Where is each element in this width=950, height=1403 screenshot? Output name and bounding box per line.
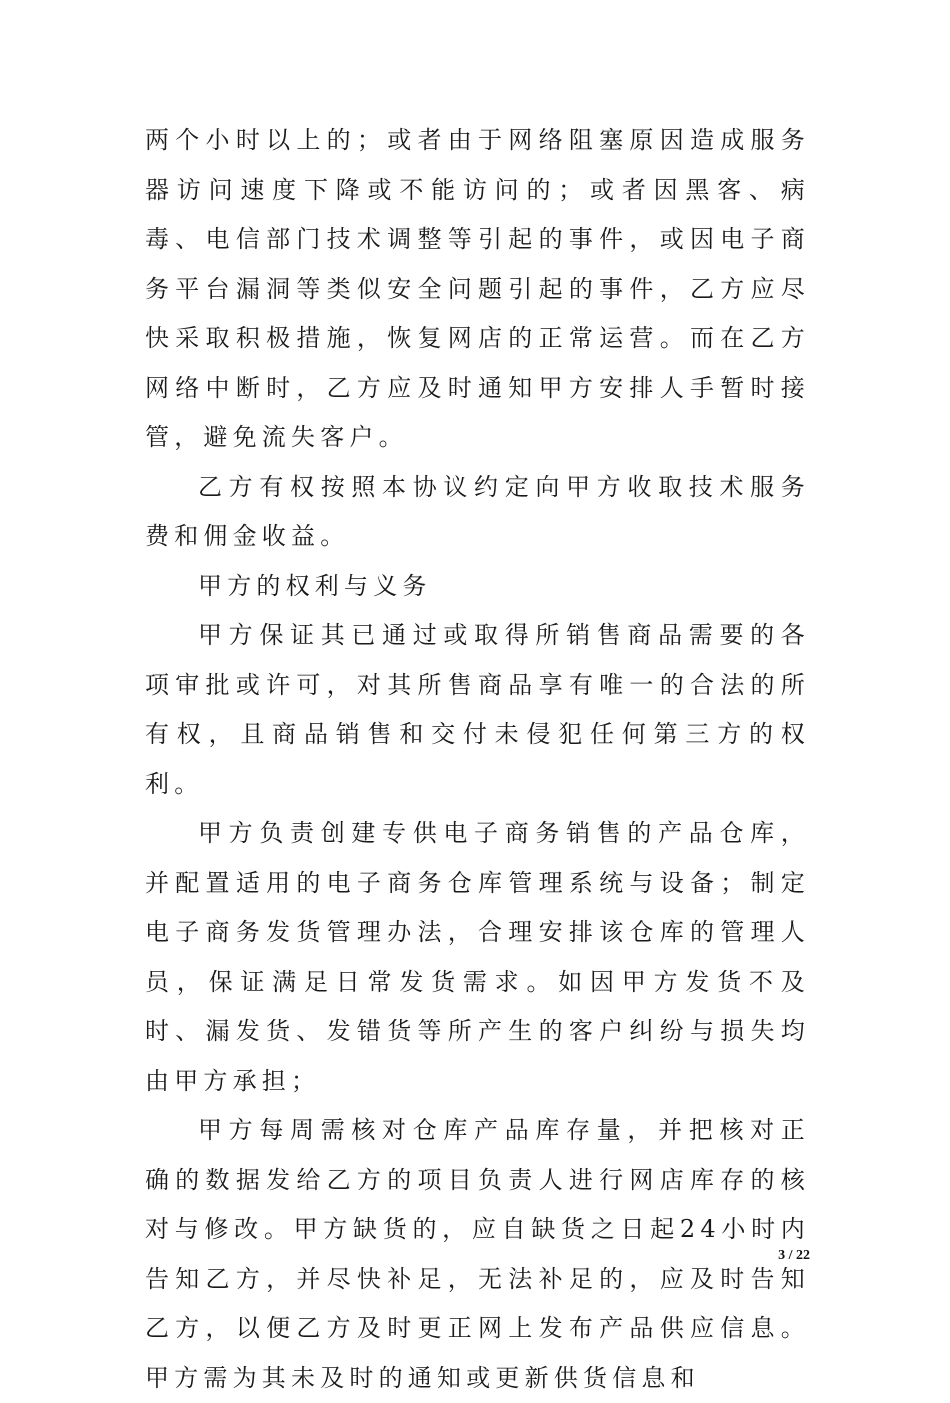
- paragraph-approval: 甲方保证其已通过或取得所销售商品需要的各项审批或许可，对其所售商品享有唯一的合法的所有权，且商品销售和交付未侵犯任何第三方的权利。: [145, 621, 810, 798]
- section-heading: 甲方的权利与义务: [198, 571, 432, 600]
- paragraph-warehouse: 甲方负责创建专供电子商务销售的产品仓库，并配置适用的电子商务仓库管理系统与设备；制定电子商务发货管理办法，合理安排该仓库的管理人员，保证满足日常发货需求。如因甲方发货不及时、漏发货、发错货等所产生的客户纠纷与损失均由甲方承担；: [145, 819, 810, 1095]
- paragraph-continuation: 两个小时以上的；或者由于网络阻塞原因造成服务器访问速度下降或不能访问的；或者因黑客、病毒、电信部门技术调整等引起的事件，或因电子商务平台漏洞等类似安全问题引起的事件，乙方应尽快采取积极措施，恢复网店的正常运营。而在乙方网络中断时，乙方应及时通知甲方安排人手暂时接管，避免流失客户。: [145, 126, 810, 451]
- paragraph-fee-rights: 乙方有权按照本协议约定向甲方收取技术服务费和佣金收益。: [145, 472, 810, 550]
- page-number: 3 / 22: [778, 1248, 810, 1263]
- paragraph-inventory: 甲方每周需核对仓库产品库存量，并把核对正确的数据发给乙方的项目负责人进行网店库存的核对与修改。甲方缺货的，应自缺货之日起24小时内告知乙方，并尽快补足，无法补足的，应及时告知乙方，以便乙方及时更正网上发布产品供应信息。甲方需为其未及时的通知或更新供货信息和: [145, 1116, 810, 1392]
- document-body: [145, 116, 810, 1403]
